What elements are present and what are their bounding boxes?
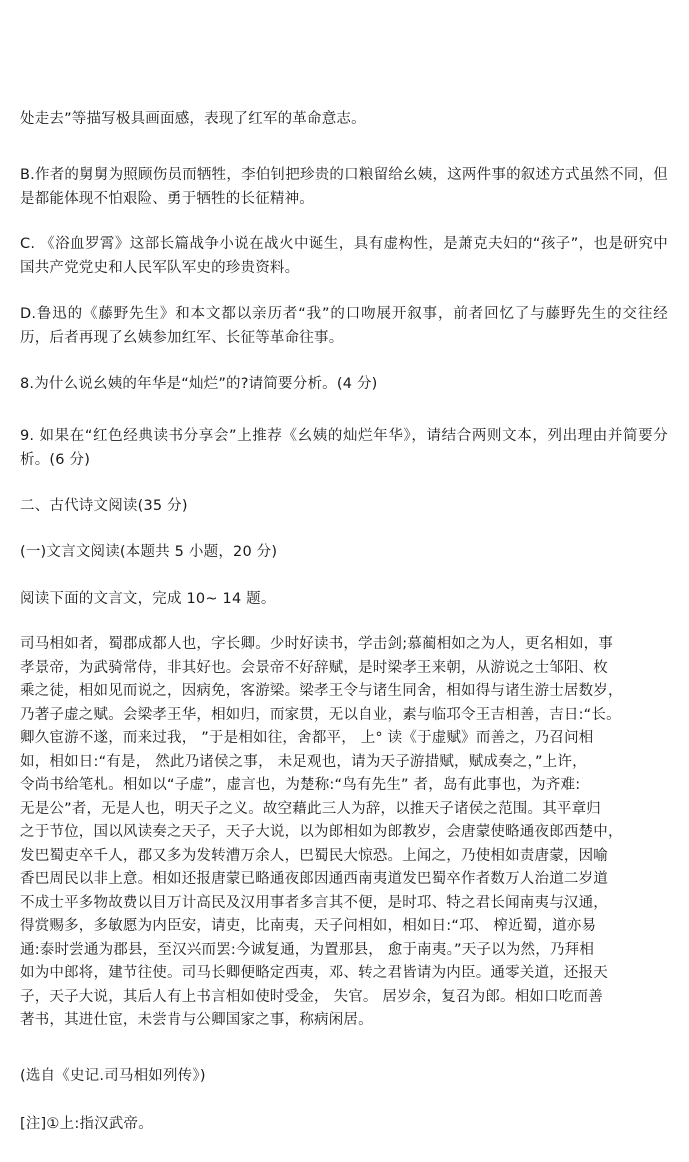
passage-line: 司马相如者，蜀郡成都人也，字长卿。少时好读书，学击剑;慕蔺相如之为人，更名相如，事	[20, 636, 614, 652]
option-c: C. 《浴血罗霄》这部长篇战争小说在战火中诞生，具有虚构性，是萧克夫妇的“孩子”，也是研究中国共产党党史和人民军队军史的珍贵资料。	[20, 236, 668, 276]
passage-line: 令尚书给笔札。相如以“子虚”，虚言也，为楚称:“鸟有先生” 者，岛有此事也，为齐难:	[20, 777, 581, 793]
passage-line: 香巴周民以非上意。相如还报唐蒙已略通夜郎因通西南夷道发巴蜀卒作者数万人治道二岁道	[20, 871, 608, 887]
passage-line: 得赏赐多，多敏愿为内臣安，请吏，比南夷，天子问相如，相如日:“邛、 榨近蜀，道亦易	[20, 918, 597, 934]
option-d: D.鲁迅的《藤野先生》和本文都以亲历者“我”的口吻展开叙事，前者回忆了与藤野先生的交往经历，后者再现了幺姨参加红军、长征等革命往事。	[20, 306, 668, 346]
passage-line: 孝景帝，为武骑常侍，非其好也。会景帝不好辞赋，是时梁孝王来朝，从游说之士邹阳、枚	[20, 659, 608, 676]
passage-line: 如为中郎将，建节往使。司马长卿便略定西夷，邓、转之君皆请为内臣。通零关道，还报天	[20, 965, 608, 981]
passage-line: 发巴蜀吏卒千人，郡又多为发转漕万余人，巴蜀民大惊恐。上闻之，乃使相如责唐蒙，因喻	[20, 847, 608, 864]
option-b: B.作者的舅舅为照顾伤员而牺牲，李伯钊把珍贵的口粮留给幺姨，这两件事的叙述方式虽然不同，但是都能体现不怕艰险、勇于牺牲的长征精神。	[20, 167, 668, 207]
section-heading: 二、古代诗文阅读(35 分)	[20, 498, 188, 514]
option-a-tail: 处走去”等描写极具画面感，表现了红军的革命意志。	[20, 111, 366, 127]
subsection-heading: (一)文言文阅读(本题共 5 小题，20 分)	[20, 544, 278, 560]
passage-line: 无是公”者，无是人也，明天子之义。故空藉此三人为辞，以推天子诸侯之范围。其平章归	[20, 800, 602, 817]
passage-line: 乃著子虚之赋。会梁孝王华，相如归，而家贯，无以自业，素与临邛令王吉相善，吉日:“长。	[20, 706, 621, 723]
passage-line: 之于节位，国以风读奏之天子，天子大说，以为郎相如为郎教岁，会唐蒙使略通夜郎西楚中，	[20, 824, 623, 840]
passage-line: 通:泰时尝通为郡县，至汉兴而罢:今诚复通，为置那县， 愈于南夷。”天子以为然，乃拜相	[20, 941, 595, 958]
passage-line: 卿久宦游不遂，而来过我， ”于是相如往，舍都平， 上° 读《于虚赋》而善之，乃召问相	[20, 730, 594, 746]
footnote: [注]①上:指汉武帝。	[20, 1116, 153, 1132]
passage-line: 不成士平多物故费以目万计高民及汉用事者多言其不便，是时邛、特之君长闻南夷与汉通，	[20, 894, 608, 911]
reading-instruction: 阅读下面的文言文，完成 10~ 14 题。	[20, 591, 276, 607]
passage-line: 如，相如日:“有是， 然此乃诸侯之事， 未足观也，请为天子游措赋，赋成奏之，”上许，	[20, 753, 587, 770]
question-8: 8.为什么说幺姨的年华是“灿烂”的?请简要分析。(4 分)	[20, 376, 378, 392]
classical-passage	[20, 633, 668, 1033]
passage-line: 著书，其进仕宦，未尝肯与公卿国家之事，称病闲居。	[20, 1012, 373, 1028]
source-citation: (选自《史记.司马相如列传》)	[20, 1068, 206, 1084]
question-9: 9. 如果在“红色经典读书分享会”上推荐《幺姨的灿烂年华》，请结合两则文本，列出理由并简要分析。(6 分)	[20, 428, 668, 468]
passage-line: 乘之徒，相如见而说之，因病免，客游梁。梁孝王令与诸生同舍，相如得与诸生游士居数岁，	[20, 683, 623, 699]
passage-line: 子，天子大说，其后人有上书言相如使时受金， 失官。 居岁余，复召为郎。相如口吃而善	[20, 988, 603, 1005]
